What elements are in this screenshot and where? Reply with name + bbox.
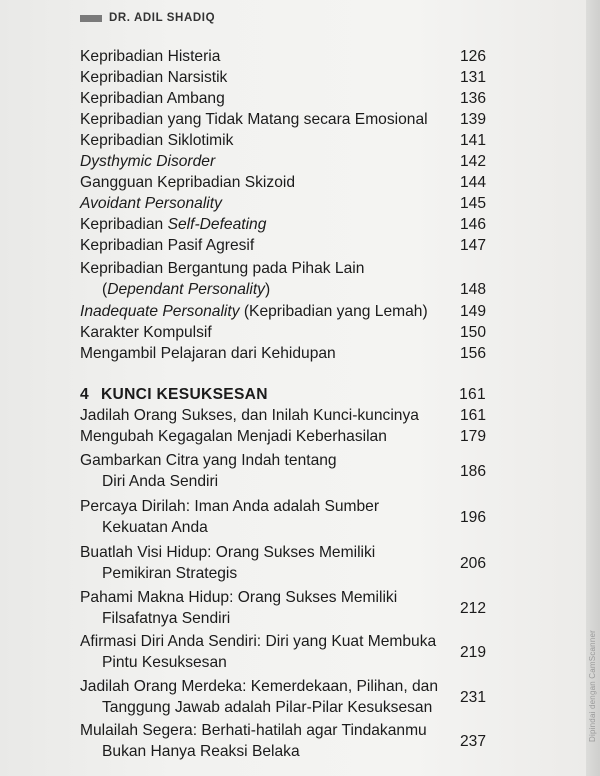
toc-entry-subtitle: Filsafatnya Sendiri: [102, 610, 231, 627]
toc-entry: [80, 109, 490, 130]
chapter-title: KUNCI KESUKSESAN: [100, 386, 268, 403]
toc-entry-page: 149: [459, 303, 486, 320]
toc-entry-page: 136: [459, 90, 486, 107]
toc-entry-title: Gangguan Kepribadian Skizoid: [80, 174, 296, 191]
chapter-number: 4: [80, 386, 89, 403]
toc-entry: [80, 542, 490, 584]
toc-entry-page: 161: [459, 407, 486, 424]
toc-entry: [80, 676, 490, 718]
toc-entry-title: Kepribadian Self-Defeating: [80, 216, 267, 233]
toc-entry-title: Kepribadian yang Tidak Matang secara Emosional: [80, 111, 428, 128]
toc-entry: [80, 172, 490, 193]
chapter-heading: [80, 384, 490, 405]
toc-entry-page: 179: [459, 428, 486, 445]
toc-entry: [80, 426, 490, 447]
toc-entry: [80, 235, 490, 256]
toc-entry-title: Buatlah Visi Hidup: Orang Sukses Memiliki: [80, 544, 376, 561]
toc-entry-title: Gambarkan Citra yang Indah tentang: [80, 452, 337, 469]
toc-entry-title: Inadequate Personality (Kepribadian yang Lemah): [80, 303, 428, 320]
toc-entry-title: Percaya Dirilah: Iman Anda adalah Sumber: [80, 498, 380, 515]
toc-entry-title: Jadilah Orang Sukses, dan Inilah Kunci-kuncinya: [80, 407, 419, 424]
toc-entry-page: 212: [459, 600, 486, 617]
toc-entry-title: Pahami Makna Hidup: Orang Sukses Memiliki: [80, 589, 398, 606]
toc-entry-title: Kepribadian Narsistik: [80, 69, 228, 86]
toc-entry-title: Avoidant Personality: [80, 195, 222, 212]
toc-entry: [80, 587, 490, 629]
toc-entry-title: Kepribadian Bergantung pada Pihak Lain: [80, 260, 365, 277]
toc-entry: [80, 130, 490, 151]
toc-entry: [80, 258, 490, 300]
toc-entry-subtitle: Bukan Hanya Reaksi Belaka: [102, 743, 300, 760]
header-author: DR. ADIL SHADIQ: [109, 12, 216, 24]
toc-entry-page: 146: [459, 216, 486, 233]
toc-entry-page: 126: [459, 48, 486, 65]
toc-entry-title: Mengambil Pelajaran dari Kehidupan: [80, 345, 336, 362]
toc-entry-page: 147: [459, 237, 486, 254]
toc-entry-title: Kepribadian Pasif Agresif: [80, 237, 255, 254]
toc-entry-subtitle: Pemikiran Strategis: [102, 565, 238, 582]
toc-entry: [80, 343, 490, 364]
toc-entry: [80, 322, 490, 343]
toc-entry: [80, 301, 490, 322]
toc-entry-page: 150: [459, 324, 486, 341]
toc-entry: [80, 631, 490, 673]
toc-entry-title: Jadilah Orang Merdeka: Kemerdekaan, Pilihan, dan: [80, 678, 439, 695]
toc-entry-page: 139: [459, 111, 486, 128]
toc-entry: [80, 193, 490, 214]
toc-entry-title: Kepribadian Ambang: [80, 90, 225, 107]
toc-entry: [80, 151, 490, 172]
toc-entry: [80, 496, 490, 538]
toc-entry-page: 144: [459, 174, 486, 191]
toc-entry-title: Kepribadian Histeria: [80, 48, 221, 65]
chapter-page: 161: [459, 386, 486, 403]
toc-entry-title: Mulailah Segera: Berhati-hatilah agar Tindakanmu: [80, 722, 427, 739]
toc-entry-title: Mengubah Kegagalan Menjadi Keberhasilan: [80, 428, 387, 445]
toc-entry-title: Afirmasi Diri Anda Sendiri: Diri yang Kuat Membuka: [80, 633, 437, 650]
toc-entry-subtitle: Diri Anda Sendiri: [102, 473, 219, 490]
toc-entry: [80, 67, 490, 88]
toc-entry: [80, 720, 490, 762]
toc-entry-page: 219: [459, 644, 486, 661]
toc-entry-title: Karakter Kompulsif: [80, 324, 212, 341]
toc-entry-page: 186: [459, 463, 486, 480]
toc-entry-page: 141: [459, 132, 486, 149]
toc-entry-page: 145: [459, 195, 486, 212]
toc-entry-page: 206: [459, 555, 486, 572]
toc-entry-page: 131: [459, 69, 486, 86]
toc-entry-page: 142: [459, 153, 486, 170]
toc-entry: [80, 214, 490, 235]
toc-entry: [80, 88, 490, 109]
toc-entry-subtitle: Tanggung Jawab adalah Pilar-Pilar Kesuksesan: [102, 699, 433, 716]
scanner-watermark: Dipindai dengan CamScanner: [588, 630, 597, 742]
toc-entry-subtitle: (Dependant Personality): [102, 281, 271, 298]
toc-entry-subtitle: Pintu Kesuksesan: [102, 654, 227, 671]
toc-entry-page: 156: [459, 345, 486, 362]
toc-entry-title: Kepribadian Siklotimik: [80, 132, 234, 149]
toc-entry-page: 237: [459, 733, 486, 750]
toc-entry-page: 231: [459, 689, 486, 706]
toc-entry-page: 196: [459, 509, 486, 526]
toc-entry: [80, 46, 490, 67]
toc-entry-title: Dysthymic Disorder: [80, 153, 216, 170]
toc-entry-page: 148: [459, 281, 486, 298]
toc-entry: [80, 405, 490, 426]
toc-entry-subtitle: Kekuatan Anda: [102, 519, 208, 536]
toc-entry: [80, 450, 490, 492]
